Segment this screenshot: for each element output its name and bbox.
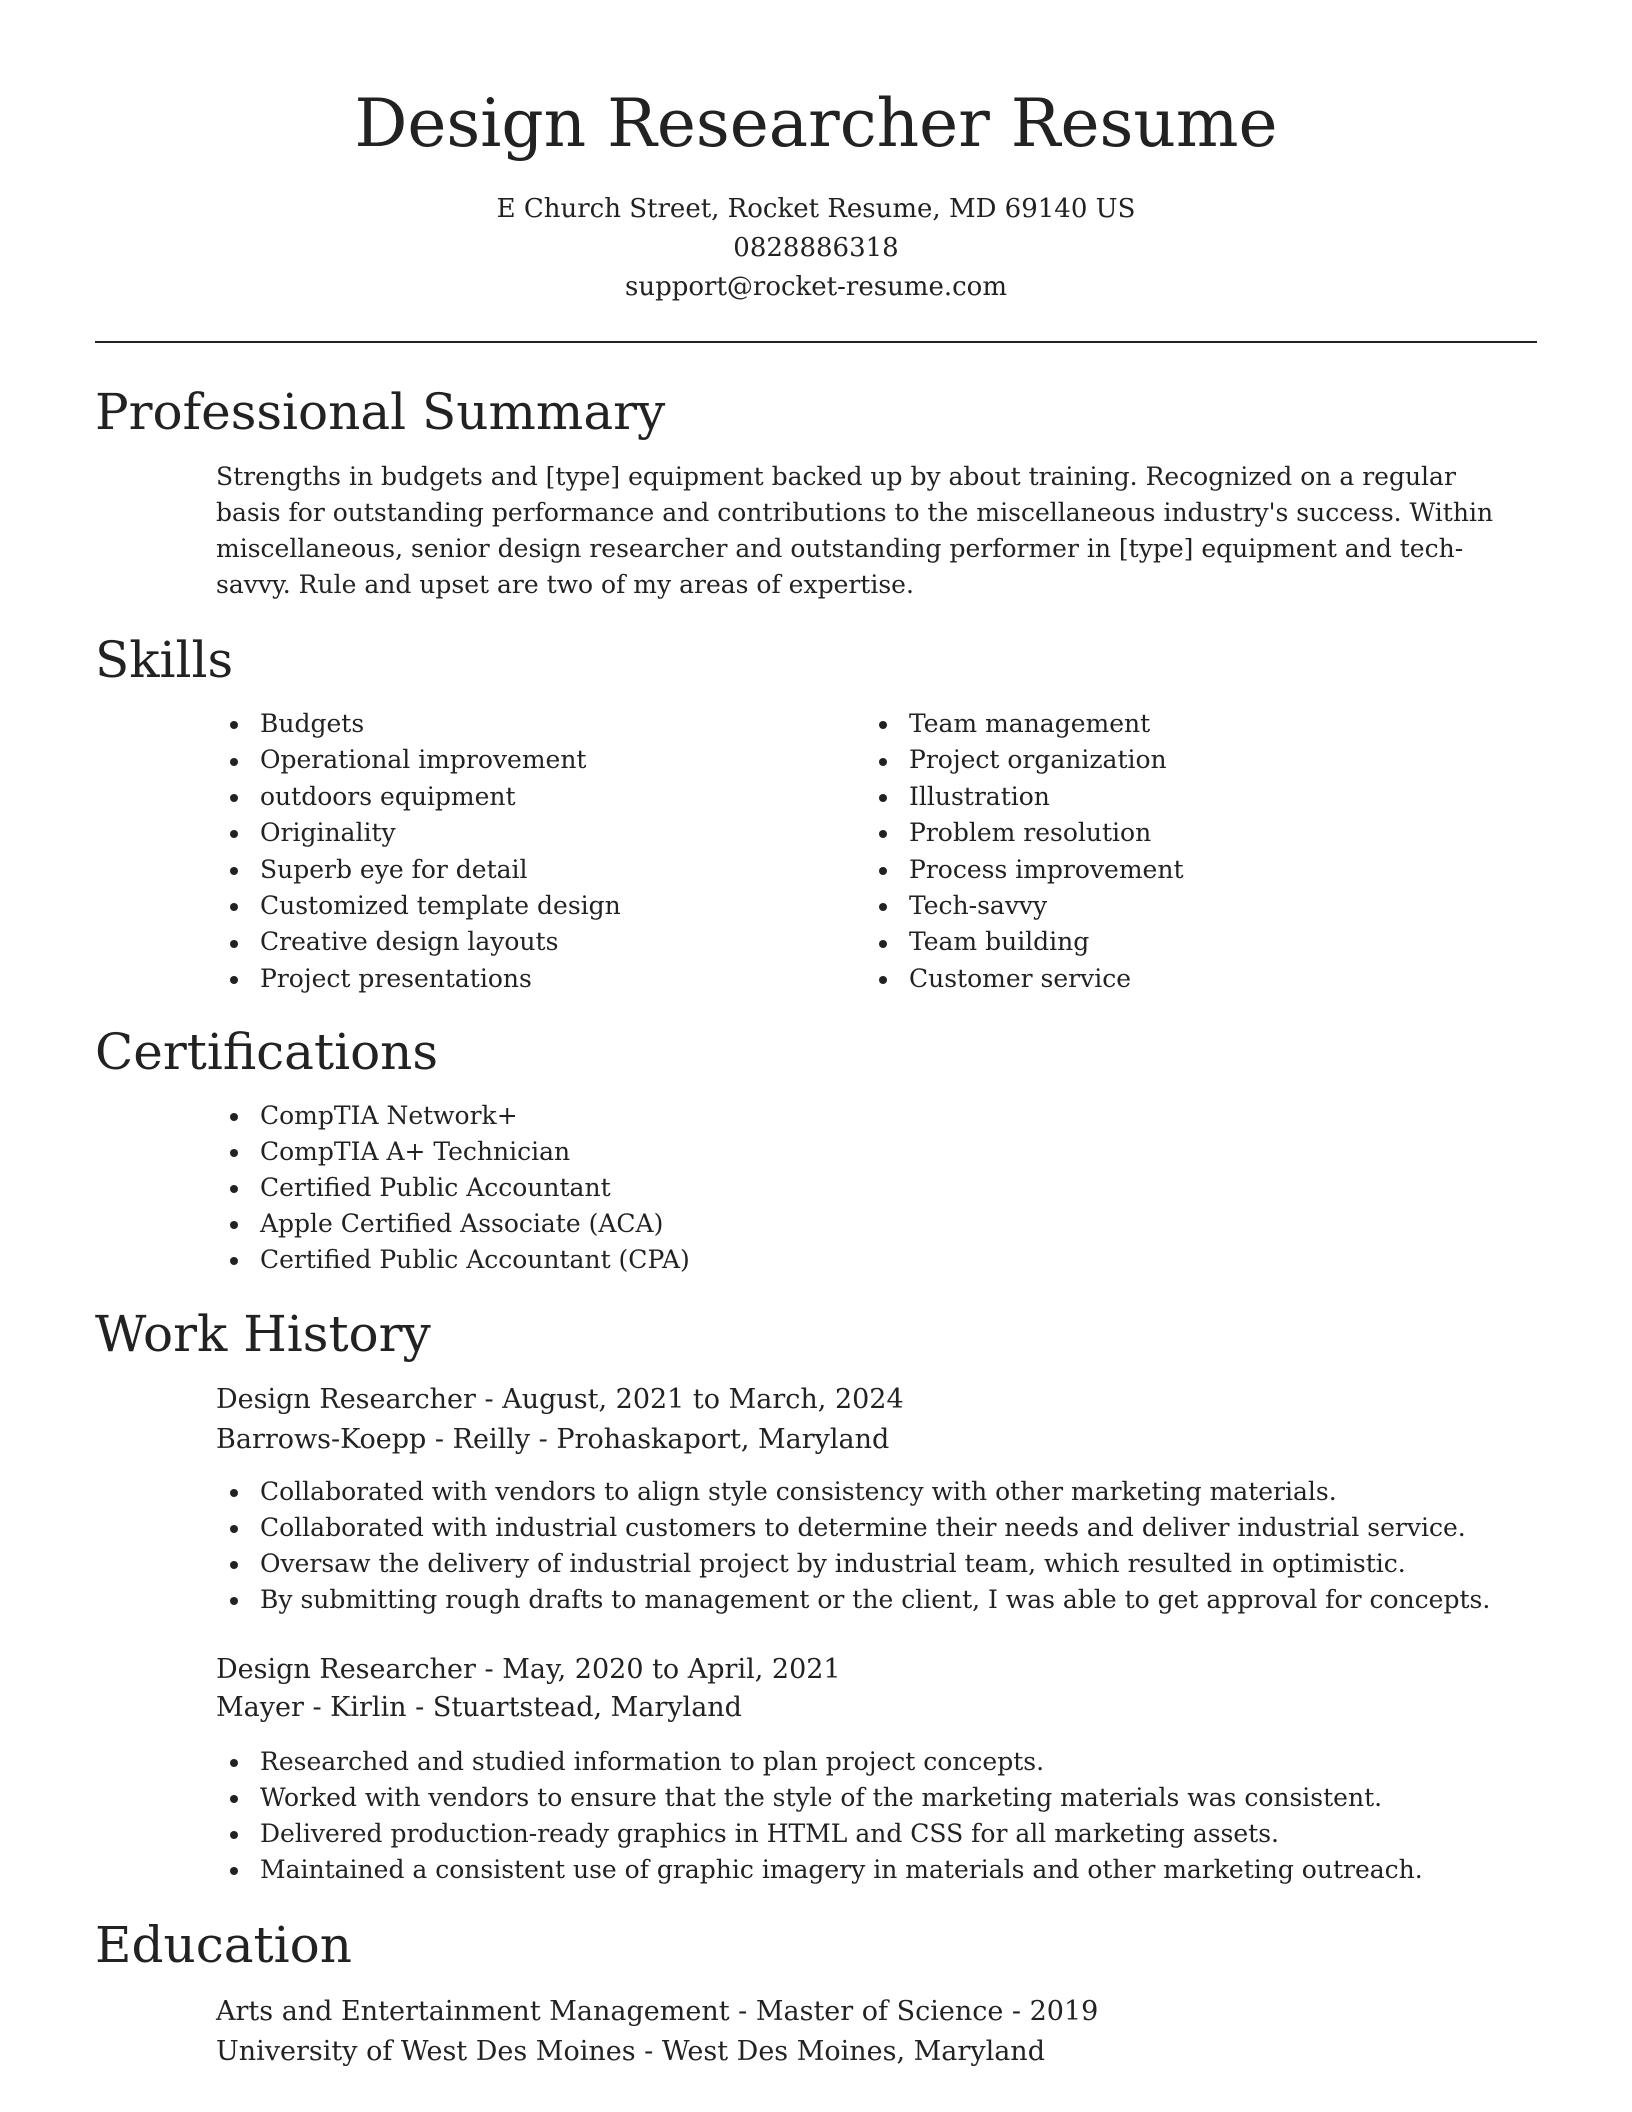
- skill-item: Team building: [865, 924, 1184, 960]
- job-company-line: Mayer - Kirlin - Stuartstead, Maryland: [216, 1692, 742, 1723]
- skill-item: Project organization: [865, 742, 1184, 778]
- education-degree-line: Arts and Entertainment Management - Master of Science - 2019: [216, 1996, 1099, 2027]
- skills-list-left: [216, 706, 621, 997]
- skill-item: Team management: [865, 706, 1184, 742]
- skill-item: Operational improvement: [216, 742, 621, 778]
- summary-text: Strengths in budgets and [type] equipment backed up by about training. Recognized on a regular basis for outstanding performance and contributions to the miscellaneous industry's success. Within miscellaneous, senior design researcher and outstanding performer in [type] equipment and tech-savvy. Rule and upset are two of my areas of expertise.: [216, 462, 1494, 599]
- certifications-list: [216, 1098, 690, 1278]
- skill-item: Creative design layouts: [216, 924, 621, 960]
- job-bullets: [216, 1744, 1423, 1888]
- job-title-line: Design Researcher - August, 2021 to March, 2024: [216, 1384, 904, 1415]
- skill-item: Problem resolution: [865, 815, 1184, 851]
- certification-item: Certified Public Accountant: [216, 1170, 690, 1206]
- certifications-heading: Certifications: [95, 1023, 439, 1081]
- job-bullet: Worked with vendors to ensure that the style of the marketing materials was consistent.: [216, 1780, 1423, 1816]
- skill-item: Budgets: [216, 706, 621, 742]
- job-bullets: [216, 1474, 1490, 1618]
- skills-heading: Skills: [95, 631, 234, 689]
- skills-list-right: [865, 706, 1184, 997]
- skill-item: Process improvement: [865, 852, 1184, 888]
- education-school-line: University of West Des Moines - West Des Moines, Maryland: [216, 2036, 1045, 2067]
- job-bullet: Delivered production-ready graphics in HTML and CSS for all marketing assets.: [216, 1816, 1423, 1852]
- job-bullet: Oversaw the delivery of industrial project by industrial team, which resulted in optimistic.: [216, 1546, 1490, 1582]
- summary-heading: Professional Summary: [95, 383, 666, 441]
- resume-title: Design Researcher Resume: [354, 85, 1278, 162]
- skill-item: Tech-savvy: [865, 888, 1184, 924]
- job-bullet: Collaborated with vendors to align style consistency with other marketing materials.: [216, 1474, 1490, 1510]
- certification-item: Apple Certified Associate (ACA): [216, 1206, 690, 1242]
- job-bullet: By submitting rough drafts to management or the client, I was able to get approval for concepts.: [216, 1582, 1490, 1618]
- skill-item: Illustration: [865, 779, 1184, 815]
- skill-item: Customer service: [865, 961, 1184, 997]
- skill-item: outdoors equipment: [216, 779, 621, 815]
- contact-address: E Church Street, Rocket Resume, MD 69140 US: [496, 194, 1136, 224]
- certification-item: CompTIA A+ Technician: [216, 1134, 690, 1170]
- certification-item: Certified Public Accountant (CPA): [216, 1242, 690, 1278]
- job-company-line: Barrows-Koepp - Reilly - Prohaskaport, Maryland: [216, 1424, 890, 1455]
- job-bullet: Researched and studied information to plan project concepts.: [216, 1744, 1423, 1780]
- skill-item: Customized template design: [216, 888, 621, 924]
- certification-item: CompTIA Network+: [216, 1098, 690, 1134]
- header-divider: [95, 341, 1537, 343]
- contact-info: [0, 190, 1632, 307]
- contact-email: support@rocket-resume.com: [624, 272, 1007, 302]
- skill-item: Superb eye for detail: [216, 852, 621, 888]
- job-title-line: Design Researcher - May, 2020 to April, 2021: [216, 1654, 841, 1685]
- work-history-heading: Work History: [95, 1305, 431, 1363]
- job-bullet: Maintained a consistent use of graphic imagery in materials and other marketing outreach.: [216, 1852, 1423, 1888]
- skill-item: Originality: [216, 815, 621, 851]
- contact-phone: 0828886318: [733, 233, 899, 263]
- job-bullet: Collaborated with industrial customers to determine their needs and deliver industrial service.: [216, 1510, 1490, 1546]
- skill-item: Project presentations: [216, 961, 621, 997]
- education-heading: Education: [95, 1916, 352, 1974]
